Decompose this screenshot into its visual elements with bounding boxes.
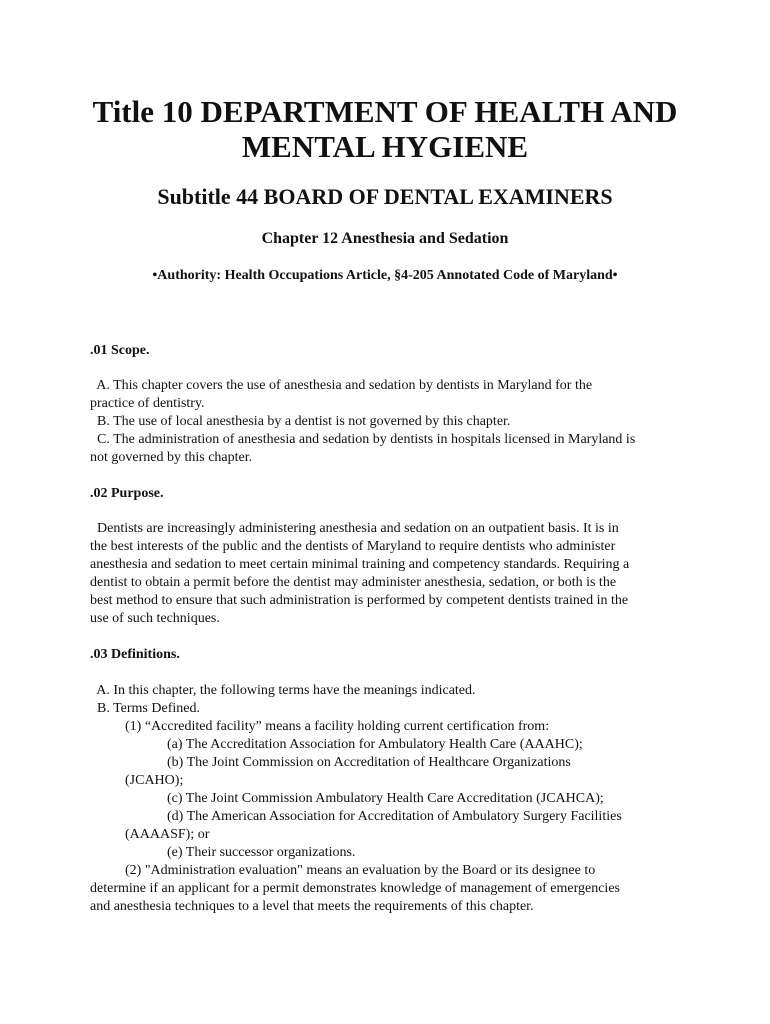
scope-line: C. The administration of anesthesia and sedation by dentists in hospitals licensed in Maryland is (90, 432, 636, 447)
definitions-line: B. Terms Defined. (90, 701, 200, 716)
chapter-heading: Chapter 12 Anesthesia and Sedation (261, 230, 509, 247)
purpose-line: anesthesia and sedation to meet certain minimal training and competency standards. Requiring a (90, 557, 630, 572)
definitions-line: (a) The Accreditation Association for Ambulatory Health Care (AAAHC); (90, 737, 583, 752)
definitions-line: (c) The Joint Commission Ambulatory Health Care Accreditation (JCAHCA); (90, 791, 604, 806)
scope-line: practice of dentistry. (90, 396, 205, 411)
definitions-line: (d) The American Association for Accreditation of Ambulatory Surgery Facilities (90, 809, 622, 824)
definitions-line: and anesthesia techniques to a level that meets the requirements of this chapter. (90, 899, 534, 914)
definitions-line: (1) “Accredited facility” means a facility holding current certification from: (90, 719, 550, 734)
definitions-line: (AAAASF); or (90, 827, 210, 842)
definitions-line: (e) Their successor organizations. (90, 845, 356, 860)
purpose-line: use of such techniques. (90, 611, 220, 626)
definitions-line: determine if an applicant for a permit demonstrates knowledge of management of emergencies (90, 881, 620, 896)
document-title: Title 10 DEPARTMENT OF HEALTH AND MENTAL HYGIENE (92, 94, 678, 164)
scope-line: not governed by this chapter. (90, 450, 253, 465)
scope-line: A. This chapter covers the use of anesthesia and sedation by dentists in Maryland for the (90, 378, 593, 393)
purpose-line: the best interests of the public and the dentists of Maryland to require dentists who administer (90, 539, 616, 554)
definitions-line: (2) "Administration evaluation" means an evaluation by the Board or its designee to (90, 863, 596, 878)
section-heading-definitions: .03 Definitions. (90, 647, 180, 662)
definitions-line: A. In this chapter, the following terms have the meanings indicated. (90, 683, 476, 698)
purpose-line: best method to ensure that such administration is performed by competent dentists trained in the (90, 593, 629, 608)
definitions-line: (b) The Joint Commission on Accreditation of Healthcare Organizations (90, 755, 571, 770)
section-heading-scope: .01 Scope. (90, 343, 150, 358)
document-subtitle: Subtitle 44 BOARD OF DENTAL EXAMINERS (157, 184, 613, 209)
definitions-line: (JCAHO); (90, 773, 184, 788)
purpose-line: Dentists are increasingly administering anesthesia and sedation on an outpatient basis. It is in (90, 521, 619, 536)
section-heading-purpose: .02 Purpose. (90, 486, 164, 501)
purpose-line: dentist to obtain a permit before the dentist may administer anesthesia, sedation, or both is the (90, 575, 617, 590)
authority-line: •Authority: Health Occupations Article, §4-205 Annotated Code of Maryland• (152, 268, 618, 283)
scope-line: B. The use of local anesthesia by a dentist is not governed by this chapter. (90, 414, 511, 429)
